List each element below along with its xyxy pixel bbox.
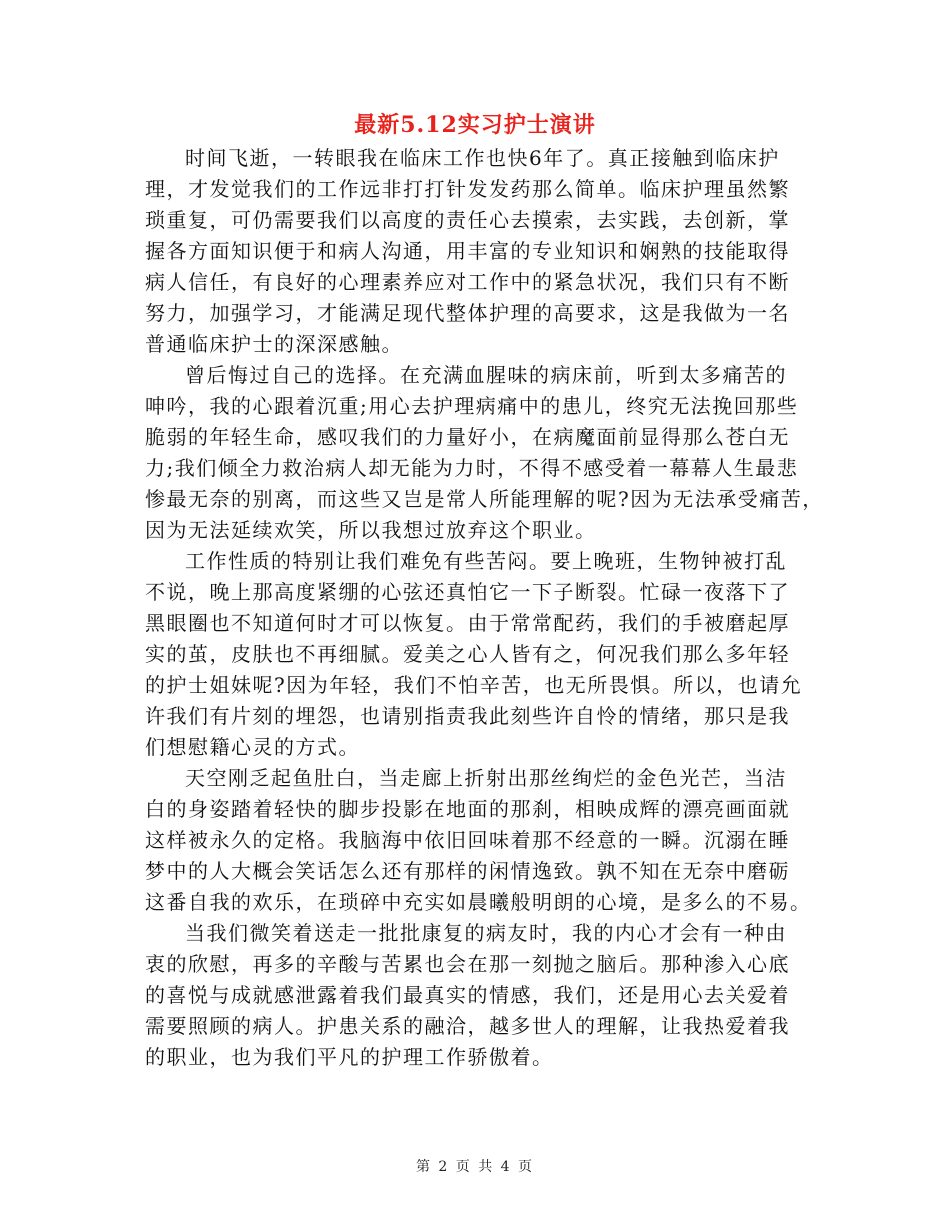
text-line: 许我们有片刻的埋怨，也请别指责我此刻些许自怜的情绪，那只是我 xyxy=(145,704,790,728)
text-line: 当我们微笑着送走一批批康复的病友时，我的内心才会有一种由 xyxy=(185,921,787,945)
text-line: 握各方面知识便于和病人沟通，用丰富的专业知识和娴熟的技能取得 xyxy=(145,239,790,263)
text-line: 这样被永久的定格。我脑海中依旧回味着那不经意的一瞬。沉溺在睡 xyxy=(145,828,790,852)
text-line: 普通临床护士的深深感触。 xyxy=(145,332,403,356)
text-line: 的职业，也为我们平凡的护理工作骄傲着。 xyxy=(145,1045,554,1069)
text-line: 白的身姿踏着轻快的脚步投影在地面的那刹，相映成辉的漂亮画面就 xyxy=(145,797,790,821)
text-line: 病人信任，有良好的心理素养应对工作中的紧急状况，我们只有不断 xyxy=(145,270,790,294)
text-line: 呻吟，我的心跟着沉重;用心去护理病痛中的患儿，终究无法挽回那些 xyxy=(145,394,799,418)
text-line: 脆弱的年轻生命，感叹我们的力量好小，在病魔面前显得那么苍白无 xyxy=(145,425,790,449)
text-line: 惨最无奈的别离，而这些又岂是常人所能理解的呢?因为无法承受痛苦， xyxy=(145,487,824,511)
text-line: 不说，晚上那高度紧绷的心弦还真怕它一下子断裂。忙碌一夜落下了 xyxy=(145,580,790,604)
text-line: 时间飞逝，一转眼我在临床工作也快6年了。真正接触到临床护 xyxy=(185,146,780,170)
text-line: 们想慰籍心灵的方式。 xyxy=(145,735,360,759)
text-line: 工作性质的特别让我们难免有些苦闷。要上晚班，生物钟被打乱 xyxy=(185,549,787,573)
text-line: 需要照顾的病人。护患关系的融洽，越多世人的理解，让我热爱着我 xyxy=(145,1014,790,1038)
document-body xyxy=(145,143,824,1073)
text-line: 实的茧，皮肤也不再细腻。爱美之心人皆有之，何况我们那么多年轻 xyxy=(145,642,790,666)
text-line: 努力，加强学习，才能满足现代整体护理的高要求，这是我做为一名 xyxy=(145,301,790,325)
text-line: 琐重复，可仍需要我们以高度的责任心去摸索，去实践，去创新，掌 xyxy=(145,208,790,232)
text-line: 黑眼圈也不知道何时才可以恢复。由于常常配药，我们的手被磨起厚 xyxy=(145,611,790,635)
text-line: 的喜悦与成就感泄露着我们最真实的情感，我们，还是用心去关爱着 xyxy=(145,983,790,1007)
text-line: 这番自我的欢乐，在琐碎中充实如晨曦般明朗的心境，是多么的不易。 xyxy=(145,890,812,914)
text-line: 的护士姐妹呢?因为年轻，我们不怕辛苦，也无所畏惧。所以，也请允 xyxy=(145,673,803,697)
text-line: 曾后悔过自己的选择。在充满血腥味的病床前，听到太多痛苦的 xyxy=(185,363,787,387)
text-line: 梦中的人大概会笑话怎么还有那样的闲情逸致。孰不知在无奈中磨砺 xyxy=(145,859,790,883)
document-title: 最新5.12实习护士演讲 xyxy=(354,112,596,138)
text-line: 天空刚乏起鱼肚白，当走廊上折射出那丝绚烂的金色光芒，当洁 xyxy=(185,766,787,790)
page-footer: 第 2 页 共 4 页 xyxy=(415,1159,535,1175)
text-line: 力;我们倾全力救治病人却无能为力时，不得不感受着一幕幕人生最悲 xyxy=(145,456,799,480)
text-line: 衷的欣慰，再多的辛酸与苦累也会在那一刻抛之脑后。那种渗入心底 xyxy=(145,952,790,976)
text-line: 理，才发觉我们的工作远非打打针发发药那么简单。临床护理虽然繁 xyxy=(145,177,790,201)
text-line: 因为无法延续欢笑，所以我想过放弃这个职业。 xyxy=(145,518,597,542)
